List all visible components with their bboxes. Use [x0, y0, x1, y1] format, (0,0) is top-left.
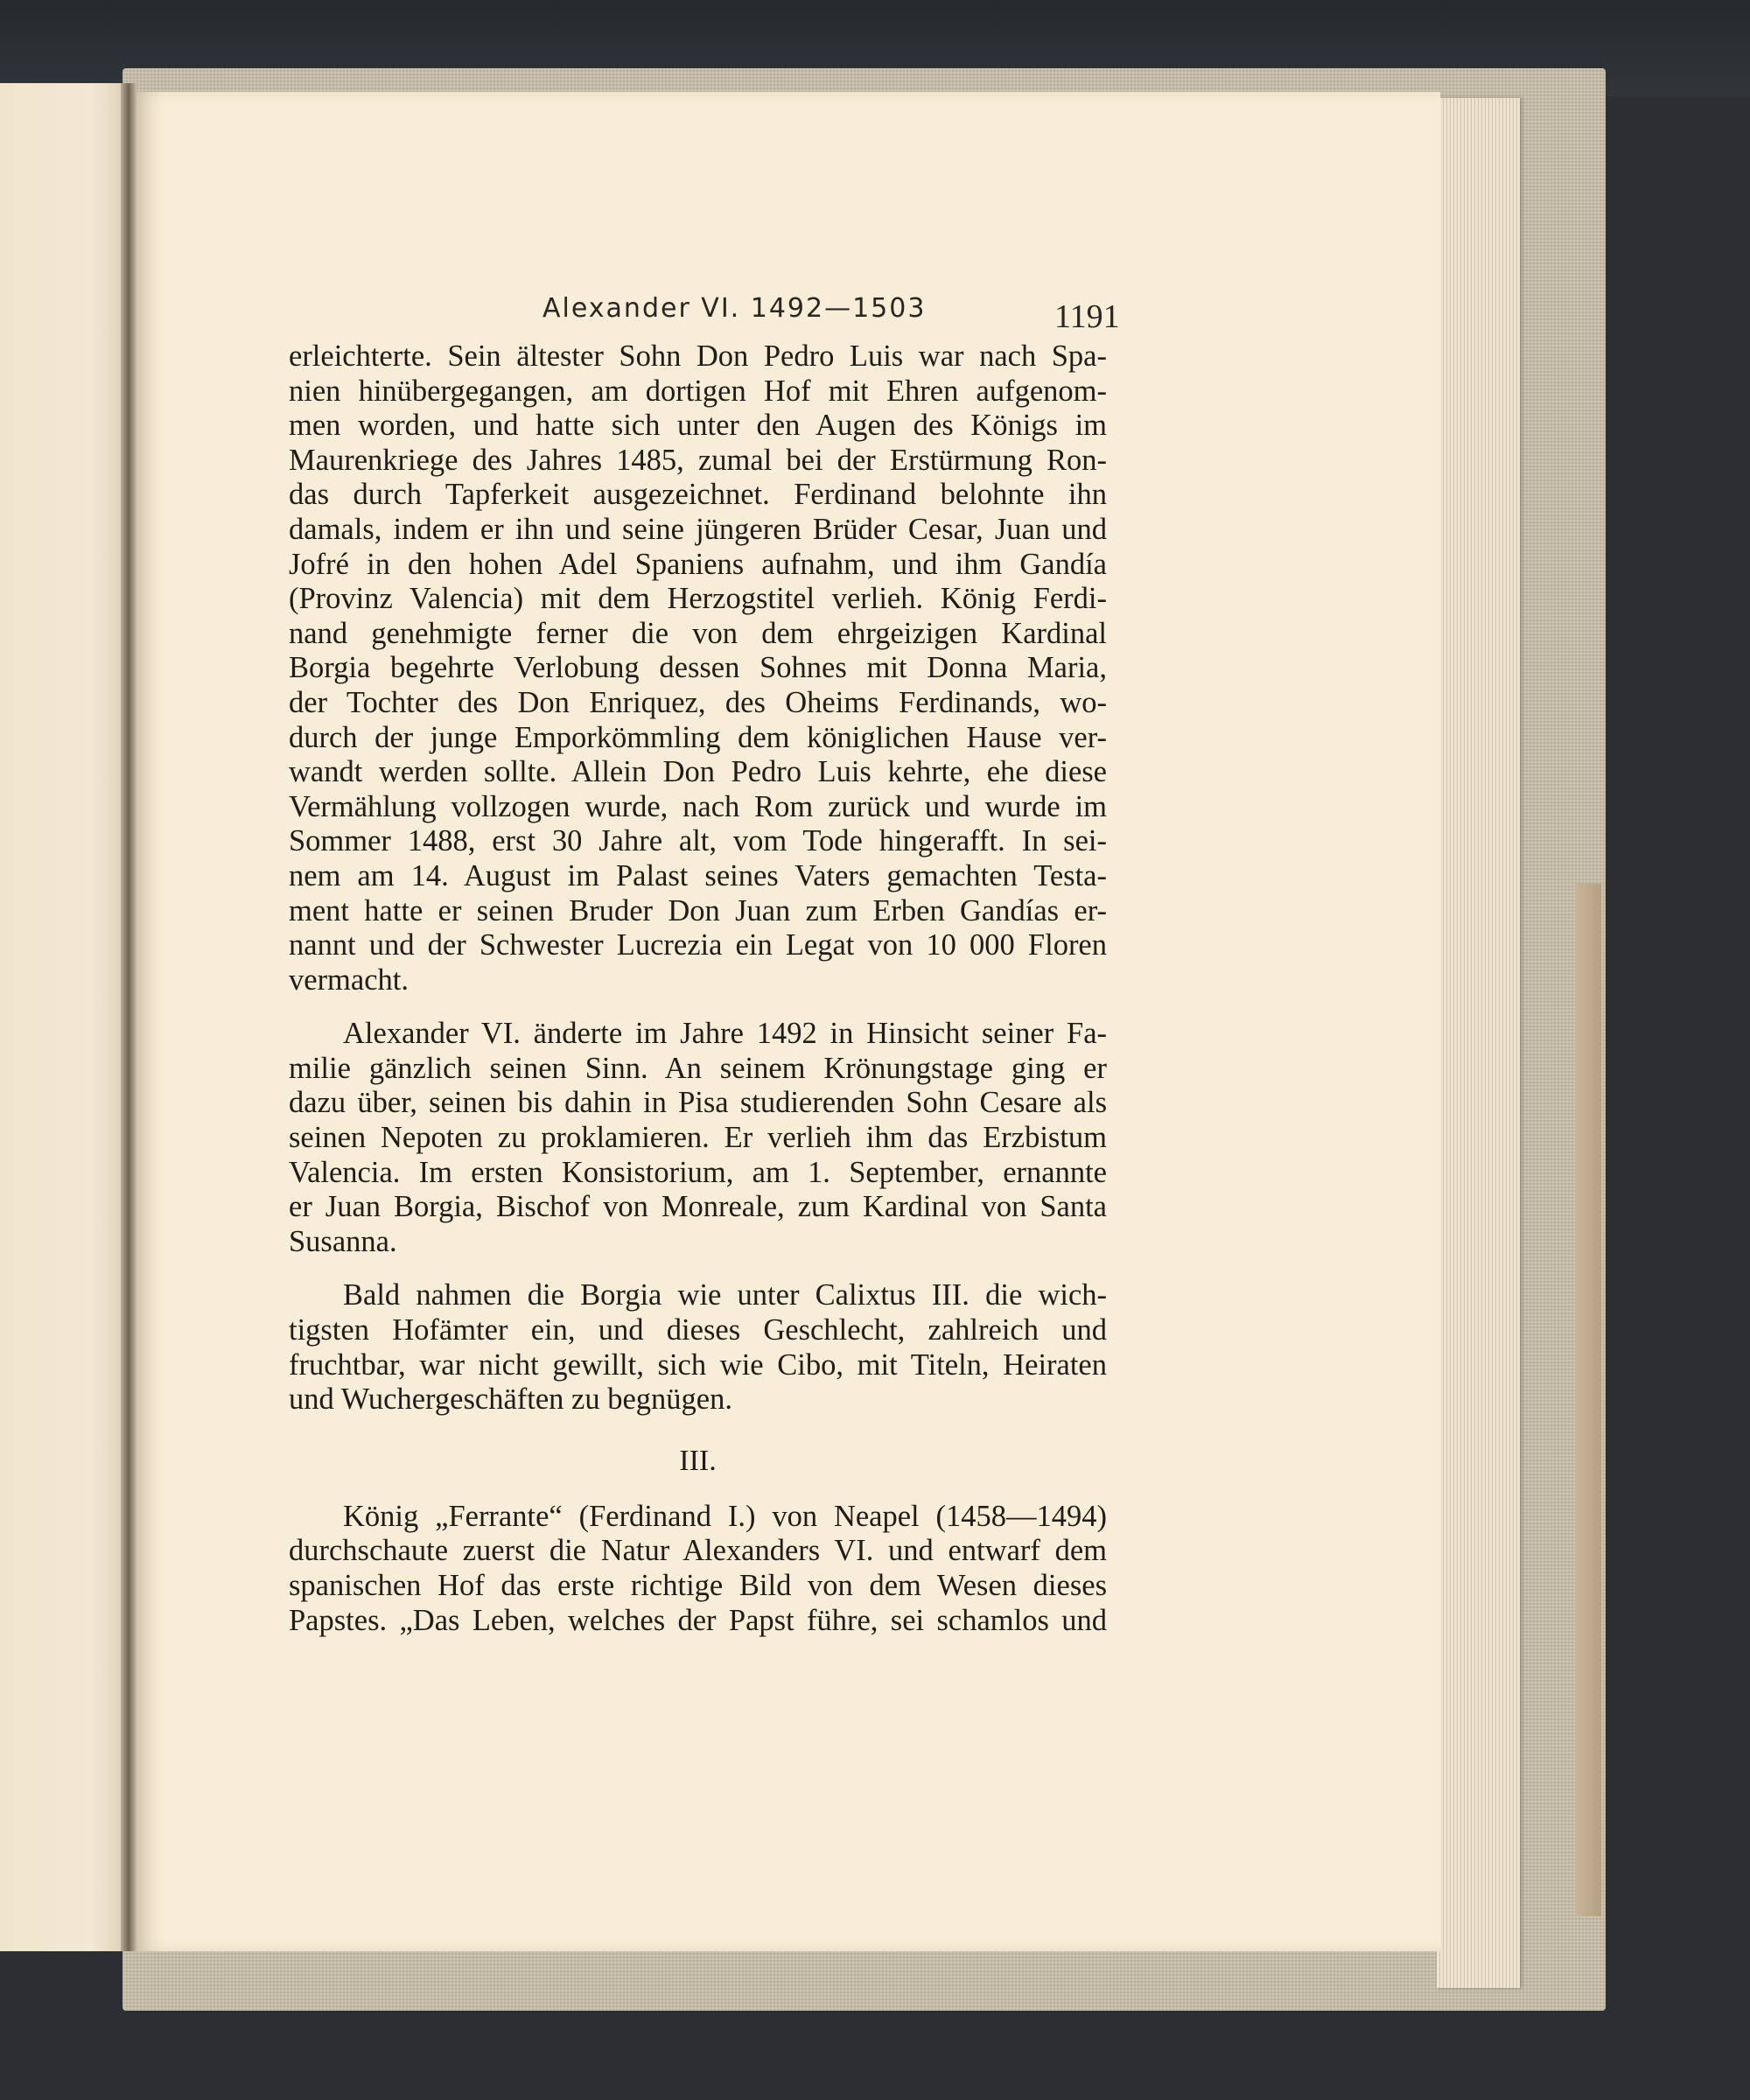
book-gutter: [121, 83, 136, 1951]
text-line: Maurenkriege des Jahres 1485, zumal bei der Erstürmung Ron-: [289, 443, 1107, 477]
text-line: nannt und der Schwester Lucrezia ein Legat von 10 000 Floren: [289, 928, 1107, 962]
text-line: er Juan Borgia, Bischof von Monreale, zum Kardinal von Santa: [289, 1190, 1107, 1224]
paragraph: [289, 1017, 1107, 1259]
text-line: nand genehmigte ferner die von dem ehrgeizigen Kardinal: [289, 616, 1107, 650]
text-line: erleichterte. Sein ältester Sohn Don Pedro Luis war nach Spa-: [289, 340, 1107, 373]
text-line: men worden, und hatte sich unter den Augen des Königs im: [289, 409, 1107, 443]
paragraph: [289, 1278, 1107, 1417]
text-line: seinen Nepoten zu proklamieren. Er verlieh ihm das Erzbistum: [289, 1121, 1107, 1155]
page-edges: [1437, 98, 1520, 1988]
text-line: Alexander VI. änderte im Jahre 1492 in Hinsicht seiner Fa-: [343, 1017, 1107, 1051]
text-line: das durch Tapferkeit ausgezeichnet. Ferdinand belohnte ihn: [289, 478, 1107, 512]
text-line: ment hatte er seinen Bruder Don Juan zum Erben Gandías er-: [289, 893, 1107, 928]
text-line: und Wuchergeschäften zu begnügen.: [289, 1382, 732, 1417]
text-line: Papstes. „Das Leben, welches der Papst führe, sei schamlos und: [289, 1603, 1107, 1637]
text-line: tigsten Hofämter ein, und dieses Geschlecht, zahlreich und: [289, 1313, 1107, 1348]
paragraph-gap: [289, 1259, 1107, 1278]
text-line: milie gänzlich seinen Sinn. An seinem Krönungstage ging er: [289, 1051, 1107, 1085]
text-line: König „Ferrante“ (Ferdinand I.) von Neapel (1458—1494): [343, 1499, 1107, 1533]
paragraph-gap: [289, 998, 1107, 1017]
text-line: durch der junge Emporkömmling dem königlichen Hause ver-: [289, 720, 1107, 754]
text-line: spanischen Hof das erste richtige Bild von dem Wesen dieses: [289, 1569, 1107, 1602]
text-line: Susanna.: [289, 1224, 397, 1258]
text-line: nien hinübergegangen, am dortigen Hof mit Ehren aufgenom-: [289, 374, 1107, 408]
text-line: nem am 14. August im Palast seines Vaters gemachten Testa-: [289, 858, 1107, 892]
body-text: [289, 340, 1107, 1638]
text-line: damals, indem er ihn und seine jüngeren Brüder Cesar, Juan und: [289, 512, 1107, 546]
bookmark-ribbon: [1575, 884, 1601, 1916]
section-heading: III.: [679, 1444, 717, 1477]
text-line: durchschaute zuerst die Natur Alexanders VI. und entwarf dem: [289, 1534, 1107, 1568]
text-line: wandt werden sollte. Allein Don Pedro Luis kehrte, ehe diese: [289, 755, 1107, 789]
left-page: [0, 83, 131, 1951]
text-line: Bald nahmen die Borgia wie unter Calixtus III. die wich-: [343, 1278, 1107, 1312]
text-line: der Tochter des Don Enriquez, des Oheims Ferdinands, wo-: [289, 685, 1107, 719]
text-line: Sommer 1488, erst 30 Jahre alt, vom Tode hingerafft. In sei-: [289, 824, 1107, 858]
text-line: dazu über, seinen bis dahin in Pisa studierenden Sohn Cesare als: [289, 1086, 1107, 1120]
paragraph: [289, 340, 1107, 998]
text-line: Valencia. Im ersten Konsistorium, am 1. September, ernannte: [289, 1155, 1107, 1189]
text-line: Jofré in den hohen Adel Spaniens aufnahm, und ihm Gandía: [289, 547, 1107, 581]
text-line: Borgia begehrte Verlobung dessen Sohnes mit Donna Maria,: [289, 651, 1107, 685]
text-line: fruchtbar, war nicht gewillt, sich wie Cibo, mit Titeln, Heiraten: [289, 1348, 1107, 1382]
paragraph: [289, 1500, 1107, 1638]
running-title: Alexander VI. 1492—1503: [542, 293, 927, 324]
text-line: (Provinz Valencia) mit dem Herzogstitel verlieh. König Ferdi-: [289, 582, 1107, 616]
text-line: vermacht.: [289, 962, 409, 997]
page-number: 1191: [1054, 298, 1120, 335]
text-line: Vermählung vollzogen wurde, nach Rom zurück und wurde im: [289, 789, 1107, 823]
